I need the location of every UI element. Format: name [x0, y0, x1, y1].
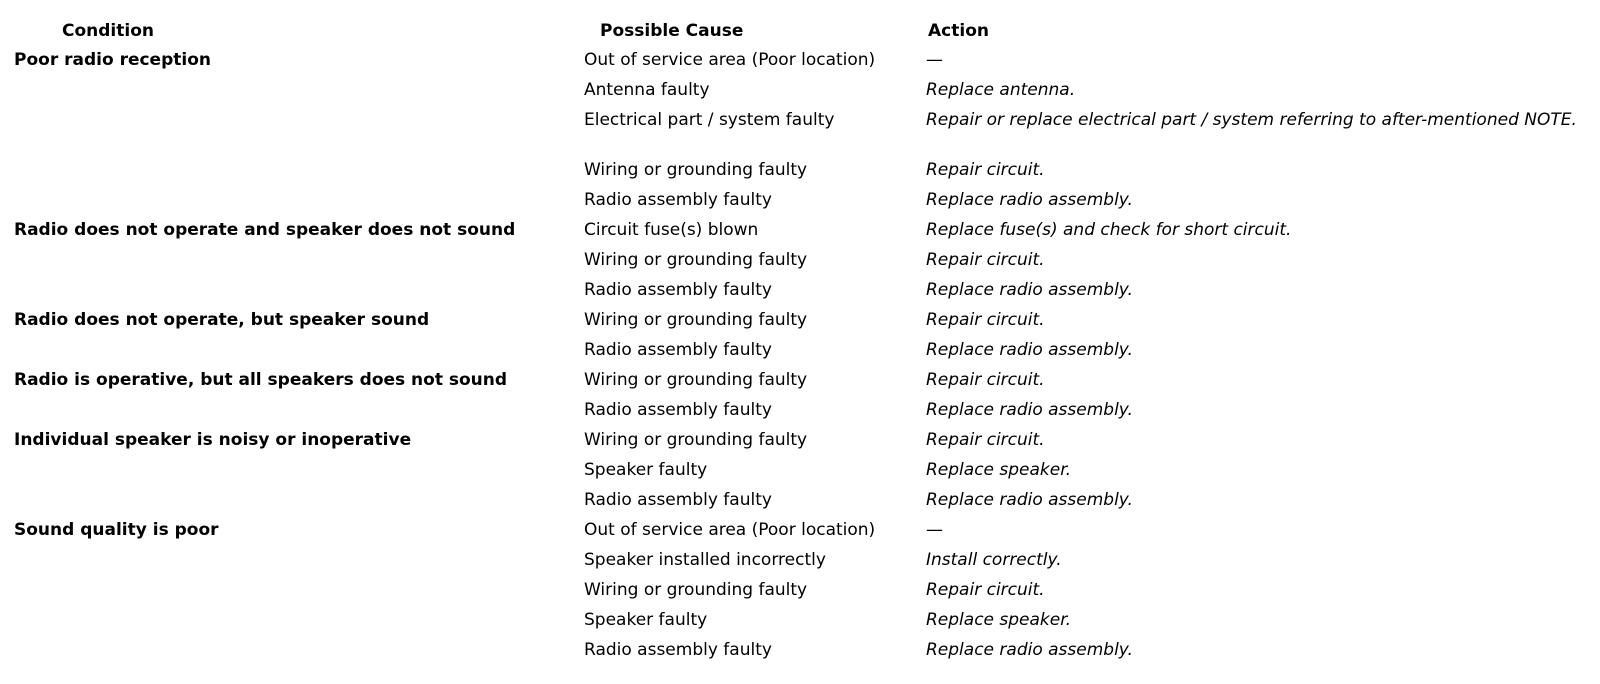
table-header-row — [14, 13, 1584, 49]
cause-cell: Radio assembly faulty — [584, 280, 772, 300]
table-row — [14, 309, 1584, 339]
action-cell: Repair or replace electrical part / system referring to after-mentioned NOTE. — [926, 110, 1577, 130]
condition-cell — [14, 279, 584, 309]
table-row — [14, 369, 1584, 399]
cause-cell: Speaker faulty — [584, 460, 708, 480]
condition-cell — [14, 79, 584, 109]
table-row — [14, 339, 1584, 369]
condition-cell: Individual speaker is noisy or inoperative — [14, 430, 412, 450]
condition-cell — [14, 579, 584, 609]
cause-cell: Radio assembly faulty — [584, 340, 772, 360]
cause-cell: Speaker faulty — [584, 610, 708, 630]
header-possible-cause: Possible Cause — [600, 21, 744, 41]
action-cell: Replace radio assembly. — [926, 280, 1133, 300]
table-row — [14, 399, 1584, 429]
cause-cell: Out of service area (Poor location) — [584, 50, 876, 70]
condition-cell — [14, 639, 584, 669]
table-row — [14, 219, 1584, 249]
condition-cell: Radio does not operate, but speaker sound — [14, 310, 430, 330]
cause-cell: Wiring or grounding faulty — [584, 310, 808, 330]
action-cell: Repair circuit. — [926, 160, 1045, 180]
troubleshooting-table — [14, 13, 1584, 669]
action-cell: Replace radio assembly. — [926, 490, 1133, 510]
table-row — [14, 159, 1584, 189]
cause-cell: Wiring or grounding faulty — [584, 580, 808, 600]
header-action: Action — [928, 21, 989, 41]
condition-cell — [14, 189, 584, 219]
cause-cell: Antenna faulty — [584, 80, 710, 100]
table-row — [14, 249, 1584, 279]
table-row — [14, 279, 1584, 309]
cause-cell: Radio assembly faulty — [584, 190, 772, 210]
action-cell: Replace radio assembly. — [926, 190, 1133, 210]
condition-cell: Radio is operative, but all speakers does not sound — [14, 370, 508, 390]
action-cell: Replace antenna. — [926, 80, 1076, 100]
action-cell: Repair circuit. — [926, 580, 1045, 600]
cause-cell: Electrical part / system faulty — [584, 110, 835, 130]
table-row — [14, 79, 1584, 109]
cause-cell: Wiring or grounding faulty — [584, 430, 808, 450]
table-row — [14, 429, 1584, 459]
cause-cell: Wiring or grounding faulty — [584, 160, 808, 180]
condition-cell — [14, 339, 584, 369]
cause-cell: Radio assembly faulty — [584, 640, 772, 660]
condition-cell — [14, 249, 584, 279]
condition-cell — [14, 459, 584, 489]
table-row — [14, 489, 1584, 519]
action-cell: Replace speaker. — [926, 610, 1072, 630]
action-cell: Repair circuit. — [926, 250, 1045, 270]
action-cell: Repair circuit. — [926, 310, 1045, 330]
table-row — [14, 459, 1584, 489]
action-cell: Replace fuse(s) and check for short circuit. — [926, 220, 1292, 240]
table-row — [14, 189, 1584, 219]
table-row — [14, 109, 1584, 159]
condition-cell — [14, 109, 584, 159]
action-cell: — — [926, 520, 943, 540]
condition-cell — [14, 399, 584, 429]
condition-cell: Sound quality is poor — [14, 520, 219, 540]
action-cell: Replace radio assembly. — [926, 640, 1133, 660]
action-cell: — — [926, 50, 943, 70]
cause-cell: Wiring or grounding faulty — [584, 250, 808, 270]
condition-cell — [14, 609, 584, 639]
header-condition: Condition — [62, 21, 154, 41]
action-cell: Replace speaker. — [926, 460, 1072, 480]
condition-cell — [14, 159, 584, 189]
table-row — [14, 609, 1584, 639]
cause-cell: Circuit fuse(s) blown — [584, 220, 759, 240]
condition-cell — [14, 489, 584, 519]
cause-cell: Radio assembly faulty — [584, 400, 772, 420]
table-row — [14, 639, 1584, 669]
action-cell: Replace radio assembly. — [926, 340, 1133, 360]
action-cell: Replace radio assembly. — [926, 400, 1133, 420]
cause-cell: Wiring or grounding faulty — [584, 370, 808, 390]
cause-cell: Out of service area (Poor location) — [584, 520, 876, 540]
cause-cell: Radio assembly faulty — [584, 490, 772, 510]
table-row — [14, 549, 1584, 579]
cause-cell: Speaker installed incorrectly — [584, 550, 826, 570]
table-row — [14, 519, 1584, 549]
table-row — [14, 579, 1584, 609]
action-cell: Repair circuit. — [926, 370, 1045, 390]
table-row — [14, 49, 1584, 79]
action-cell: Repair circuit. — [926, 430, 1045, 450]
action-cell: Install correctly. — [926, 550, 1062, 570]
condition-cell — [14, 549, 584, 579]
condition-cell: Radio does not operate and speaker does not sound — [14, 220, 516, 240]
condition-cell: Poor radio reception — [14, 50, 211, 70]
